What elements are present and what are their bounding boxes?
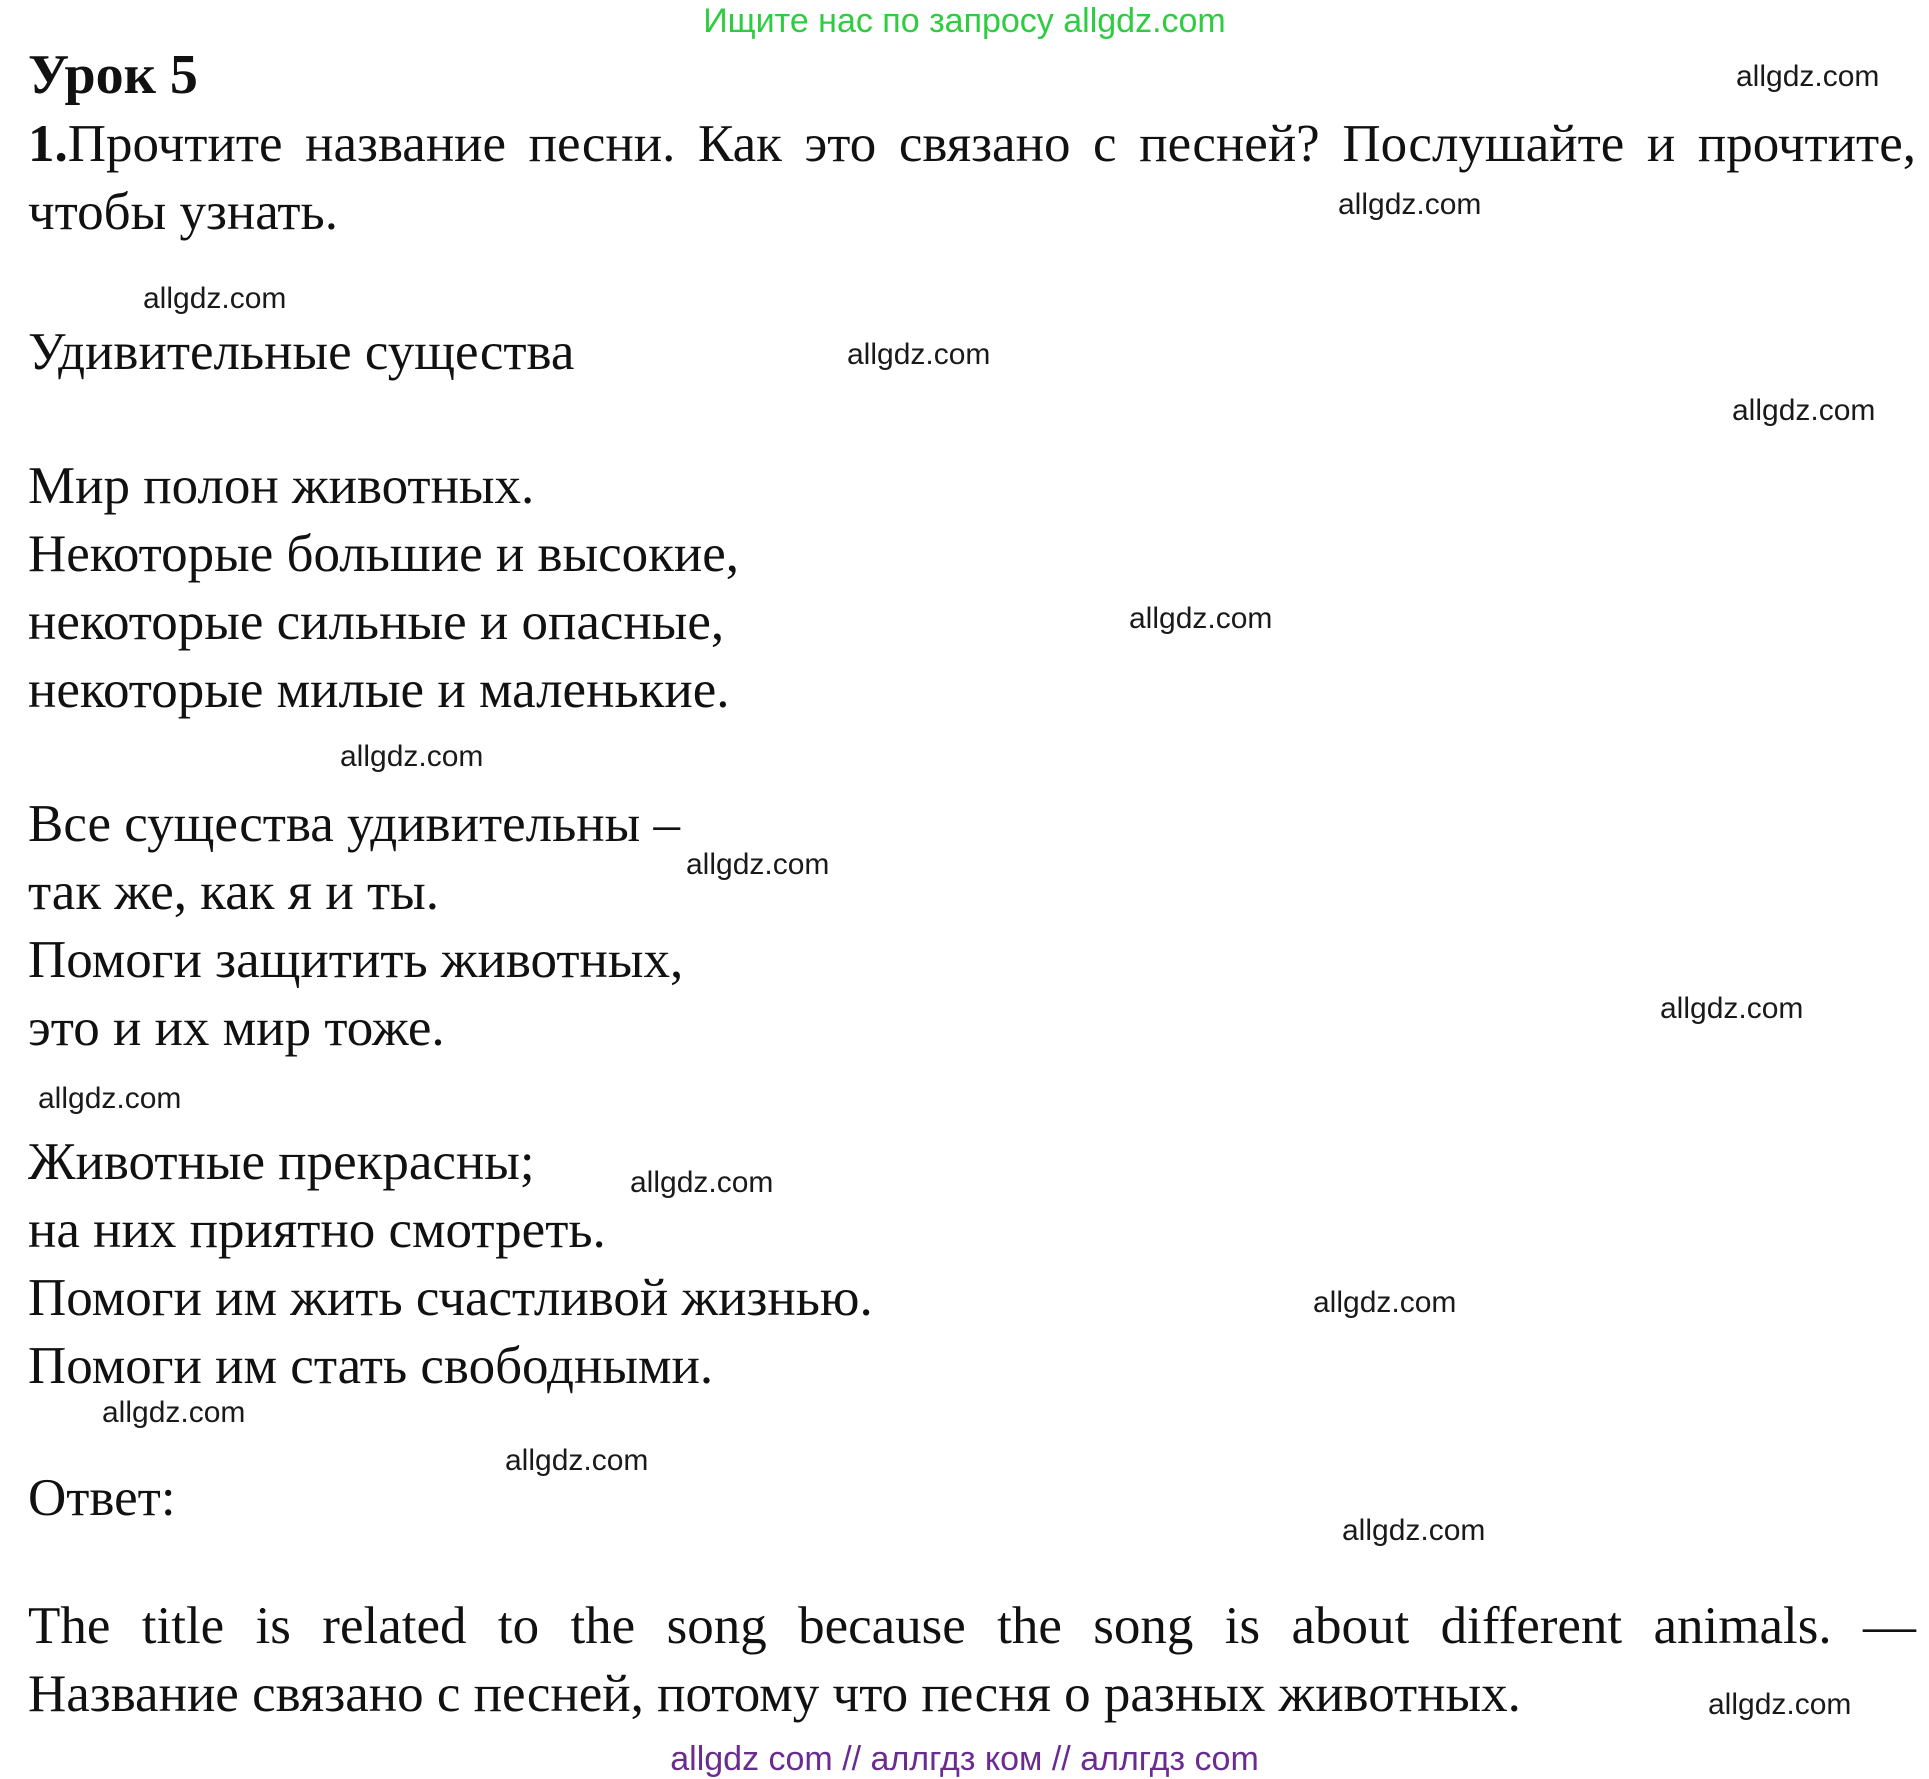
watermark: allgdz.com xyxy=(1736,60,1880,93)
watermark: allgdz.com xyxy=(1660,992,1804,1025)
watermark: allgdz.com xyxy=(1338,188,1482,221)
answer-block xyxy=(28,1592,1916,1728)
answer-label: Ответ: xyxy=(28,1469,176,1527)
song-line: Помоги им жить счастливой жизнью. xyxy=(28,1269,873,1327)
top-banner[interactable]: Ищите нас по запросу allgdz.com xyxy=(703,2,1226,40)
task-number: 1. xyxy=(28,115,68,173)
watermark: allgdz.com xyxy=(1342,1514,1486,1547)
song-line: так же, как я и ты. xyxy=(28,863,440,921)
watermark: allgdz.com xyxy=(38,1082,182,1115)
watermark: allgdz.com xyxy=(1129,602,1273,635)
watermark: allgdz.com xyxy=(686,848,830,881)
song-line: Животные прекрасны; xyxy=(28,1133,535,1191)
song-line: некоторые милые и маленькие. xyxy=(28,661,730,719)
song-line: Мир полон животных. xyxy=(28,457,535,515)
song-line: Все существа удивительны – xyxy=(28,795,680,853)
task-instruction xyxy=(28,110,1916,246)
watermark: allgdz.com xyxy=(143,282,287,315)
watermark: allgdz.com xyxy=(1313,1286,1457,1319)
watermark: allgdz.com xyxy=(505,1444,649,1477)
task-text: Прочтите название песни. Как это связано с песней? Послушайте и прочтите, чтобы узнать. xyxy=(28,115,1916,241)
song-line: Помоги им стать свободными. xyxy=(28,1337,714,1395)
answer-english: The title is related to the song because the song is about different animals. — xyxy=(28,1597,1916,1655)
watermark: allgdz.com xyxy=(340,740,484,773)
song-line: Некоторые большие и высокие, xyxy=(28,525,739,583)
footer-links[interactable]: allgdz com // аллгдз ком // аллгдз com xyxy=(670,1740,1259,1778)
watermark: allgdz.com xyxy=(1708,1688,1852,1721)
song-line: некоторые сильные и опасные, xyxy=(28,593,725,651)
song-line: на них приятно смотреть. xyxy=(28,1201,606,1259)
song-line: Помоги защитить животных, xyxy=(28,931,684,989)
watermark: allgdz.com xyxy=(102,1396,246,1429)
song-title: Удивительные существа xyxy=(28,323,575,381)
watermark: allgdz.com xyxy=(1732,394,1876,427)
watermark: allgdz.com xyxy=(847,338,991,371)
lesson-title: Урок 5 xyxy=(28,44,198,106)
answer-russian: Название связано с песней, потому что песня о разных животных. xyxy=(28,1665,1521,1723)
watermark: allgdz.com xyxy=(630,1166,774,1199)
song-line: это и их мир тоже. xyxy=(28,999,445,1057)
